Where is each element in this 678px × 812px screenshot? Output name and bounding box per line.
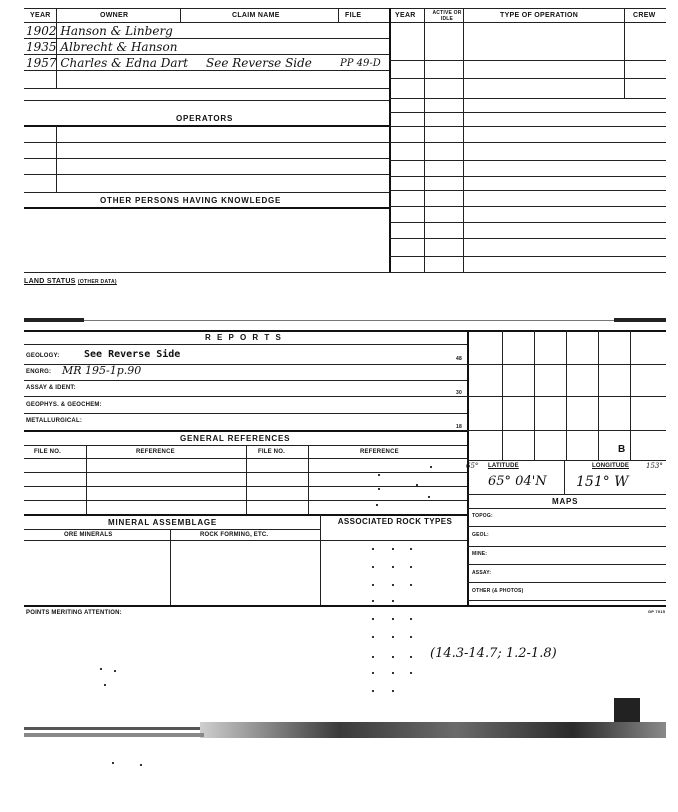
latitude-prefix: 65° <box>466 462 479 470</box>
maps-geol-label: GEOL: <box>472 532 489 538</box>
points-meriting-label: POINTS MERITING ATTENTION: <box>26 610 122 616</box>
owner-row-3: 1957 Charles & Edna Dart <box>26 56 189 70</box>
grid-mark: B <box>618 444 626 455</box>
report-row-number-3: 18 <box>456 424 462 430</box>
latitude-label: LATITUDE <box>488 463 519 469</box>
maps-topog-label: TOPOG: <box>472 513 493 519</box>
geophys-label: GEOPHYS. & GEOCHEM: <box>26 402 102 408</box>
geology-label: GEOLOGY: <box>26 353 60 359</box>
type-of-operation-header: TYPE OF OPERATION <box>500 12 579 19</box>
year2-header: YEAR <box>395 12 416 19</box>
owner-row-1: 1902 Hanson & Linberg <box>26 24 173 38</box>
longitude-label: LONGITUDE <box>592 463 630 469</box>
longitude-value: 151° W <box>576 474 629 490</box>
engrg-value: MR 195-1p.90 <box>62 364 142 377</box>
file-header: FILE <box>345 12 362 19</box>
owner-row-2: 1935 Albrecht & Hanson <box>26 40 178 54</box>
engrg-label: ENGRG: <box>26 369 52 375</box>
claim-name-header: CLAIM NAME <box>232 12 280 19</box>
crew-header: CREW <box>633 12 656 19</box>
handwritten-note: (14.3-14.7; 1.2-1.8) <box>430 646 557 661</box>
form-number: GP 7015 <box>648 609 666 614</box>
ref-reference-header-2: REFERENCE <box>360 449 399 455</box>
year-header: YEAR <box>30 12 51 19</box>
latitude-value: 65° 04'N <box>488 474 547 489</box>
land-status-label: LAND STATUS (OTHER DATA) <box>24 278 117 285</box>
mineral-assemblage-title: MINERAL ASSEMBLAGE <box>108 518 218 527</box>
claim-name-row-3: See Reverse Side <box>206 56 312 70</box>
maps-other-label: OTHER (& PHOTOS) <box>472 588 524 594</box>
report-row-number-2: 30 <box>456 390 462 396</box>
maps-assay-label: ASSAY: <box>472 570 492 576</box>
metallurgical-label: METALLURGICAL: <box>26 418 83 424</box>
scan-mark-left <box>24 318 84 322</box>
associated-rock-types-title: ASSOCIATED ROCK TYPES <box>337 517 453 526</box>
ref-file-no-header-2: FILE NO. <box>258 449 285 455</box>
ore-minerals-header: ORE MINERALS <box>64 532 113 538</box>
maps-title: MAPS <box>552 497 579 506</box>
ref-reference-header-1: REFERENCE <box>136 449 175 455</box>
operators-label: OPERATORS <box>176 114 234 123</box>
reports-title: R E P O R T S <box>205 333 283 342</box>
file-row-3: PP 49-D <box>340 58 381 69</box>
geology-value: See Reverse Side <box>84 349 181 360</box>
ref-file-no-header-1: FILE NO. <box>34 449 61 455</box>
other-persons-label: OTHER PERSONS HAVING KNOWLEDGE <box>100 196 282 205</box>
longitude-suffix: 153° <box>646 462 663 470</box>
assay-label: ASSAY & IDENT: <box>26 385 76 391</box>
scan-mark-right <box>614 318 666 322</box>
owner-header: OWNER <box>100 12 129 19</box>
rock-forming-header: ROCK FORMING, ETC. <box>200 532 269 538</box>
general-references-title: GENERAL REFERENCES <box>180 434 291 443</box>
active-idle-header: ACTIVE OR IDLE <box>432 10 462 22</box>
report-row-number-1: 48 <box>456 356 462 362</box>
maps-mine-label: MINE: <box>472 551 488 557</box>
